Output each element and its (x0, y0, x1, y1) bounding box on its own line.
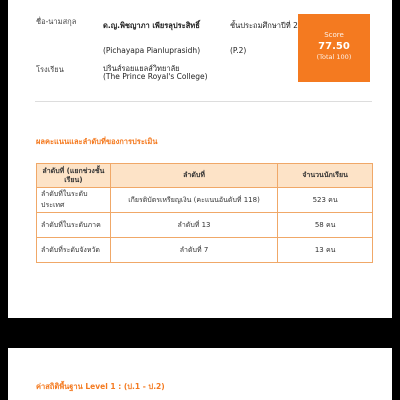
school-en: (The Prince Royal's College) (103, 72, 208, 81)
row-rank: เกียรติบัตรเหรียญเงิน (คะแนนอันดับที่ 118) (110, 188, 277, 213)
grade-th: ชั้นประถมศึกษาปีที่ 2 (230, 21, 298, 30)
score-label: Score (324, 31, 344, 39)
row-level: ลำดับที่ในระดับประเทศ (37, 188, 111, 213)
ranking-section-title: ผลคะแนนและลำดับที่ของการประเมิน (36, 137, 158, 146)
table-row (37, 213, 373, 238)
score-total: (Total 100) (316, 53, 352, 61)
ranking-table (36, 163, 373, 263)
report-page-2 (8, 348, 392, 400)
table-header-row (37, 164, 373, 188)
row-count: 13 คน (278, 238, 373, 263)
school-label: โรงเรียน (36, 65, 64, 74)
row-rank: ลำดับที่ 7 (110, 238, 277, 263)
student-name-th: ด.ญ.พิชญาภา เพียรลุประสิทธิ์ (103, 21, 200, 30)
table-row (37, 188, 373, 213)
header-count: จำนวนนักเรียน (278, 164, 373, 188)
report-page-1 (8, 0, 392, 318)
table-row (37, 238, 373, 263)
stats-section-title: ค่าสถิติพื้นฐาน Level 1 : (ป.1 - ป.2) (36, 382, 165, 391)
header-level: ลำดับที่ (แยกช่วงชั้นเรียน) (37, 164, 111, 188)
name-label: ชื่อ-นามสกุล (36, 17, 77, 26)
school-th: ปรินส์รอยแยลส์วิทยาลัย (103, 64, 180, 73)
row-count: 523 คน (278, 188, 373, 213)
grade-en: (P.2) (230, 46, 247, 55)
student-name-en: (Pichayapa Pianluprasidh) (103, 46, 201, 55)
row-level: ลำดับที่ระดับจังหวัด (37, 238, 111, 263)
row-level: ลำดับที่ในระดับภาค (37, 213, 111, 238)
score-badge (298, 14, 370, 82)
header-rank: ลำดับที่ (110, 164, 277, 188)
row-count: 58 คน (278, 213, 373, 238)
score-value: 77.50 (318, 41, 350, 52)
row-rank: ลำดับที่ 13 (110, 213, 277, 238)
divider (35, 101, 372, 102)
